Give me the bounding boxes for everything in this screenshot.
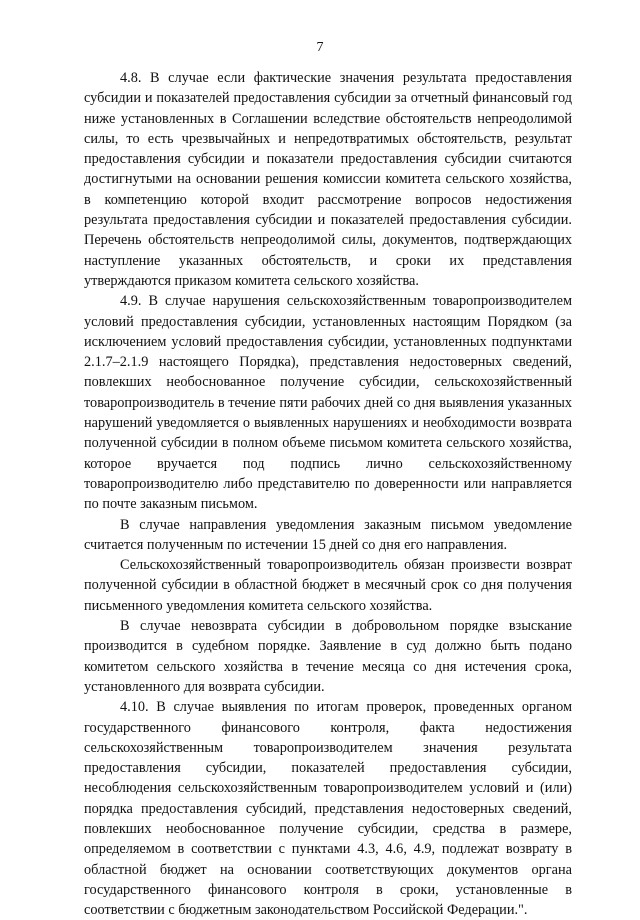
paragraph-4-10: 4.10. В случае выявления по итогам проверок, проведенных органом государственного финансового контроля, факта недостижения сельскохозяйственным товаропроизводителем значения результата предоставления субсидии, показателей предоставления субсидии, несоблюдения сельскохозяйственным товаропроизводителем условий и (или) порядка предоставления субсидий, представления недостоверных сведений, повлекших необоснованное получение субсидии, средства в размере, определяемом в соответствии с пунктами 4.3, 4.6, 4.9, подлежат возврату в областной бюджет на основании соответствующих документов органа государственного финансового контроля в сроки, установленные в соответствии с бюджетным законодательством Российской Федерации.". [84,699,572,919]
document-body [84,68,572,920]
page-number: 7 [316,40,324,55]
paragraph-court-recovery: В случае невозврата субсидии в добровольном порядке взыскание производится в судебном порядке. Заявление в суд должно быть подано комитетом сельского хозяйства в течение месяца со дня истечения срока, установленного для возврата субсидии. [84,618,572,695]
paragraph-refund-obligation: Сельскохозяйственный товаропроизводитель обязан произвести возврат полученной субсидии в областной бюджет в месячный срок со дня получения письменного уведомления комитета сельского хозяйства. [84,557,572,614]
paragraph-notice-by-registered-mail: В случае направления уведомления заказным письмом уведомление считается полученным по истечении 15 дней со дня его направления. [84,516,572,553]
paragraph-4-8: 4.8. В случае если фактические значения результата предоставления субсидии и показателей предоставления субсидии за отчетный финансовый год ниже установленных в Соглашении вследствие обстоятельств непреодолимой силы, то есть чрезвычайных и непредотвратимых обстоятельств, результат предоставления субсидии и показатели предоставления субсидии считаются достигнутыми на основании решения комиссии комитета сельского хозяйства, в компетенцию которой входит рассмотрение вопросов недостижения результата предоставления субсидии и показателей предоставления субсидии. Перечень обстоятельств непреодолимой силы, документов, подтверждающих наступление указанных обстоятельств, и сроки их представления утверждаются приказом комитета сельского хозяйства. [84,70,572,289]
paragraph-4-9: 4.9. В случае нарушения сельскохозяйственным товаропроизводителем условий предоставления субсидии, установленных настоящим Порядком (за исключением условий предоставления субсидии, установленных подпунктами 2.1.7–2.1.9 настоящего Порядка), представления недостоверных сведений, повлекших необоснованное получение субсидии, сельскохозяйственный товаропроизводитель в течение пяти рабочих дней со дня выявления указанных нарушений уведомляется о выявленных нарушениях и необходимости возврата полученной субсидии в полном объеме письмом комитета сельского хозяйства, которое вручается под подпись лично сельскохозяйственному товаропроизводителю либо представителю по доверенности или направляется по почте заказным письмом. [84,293,572,513]
